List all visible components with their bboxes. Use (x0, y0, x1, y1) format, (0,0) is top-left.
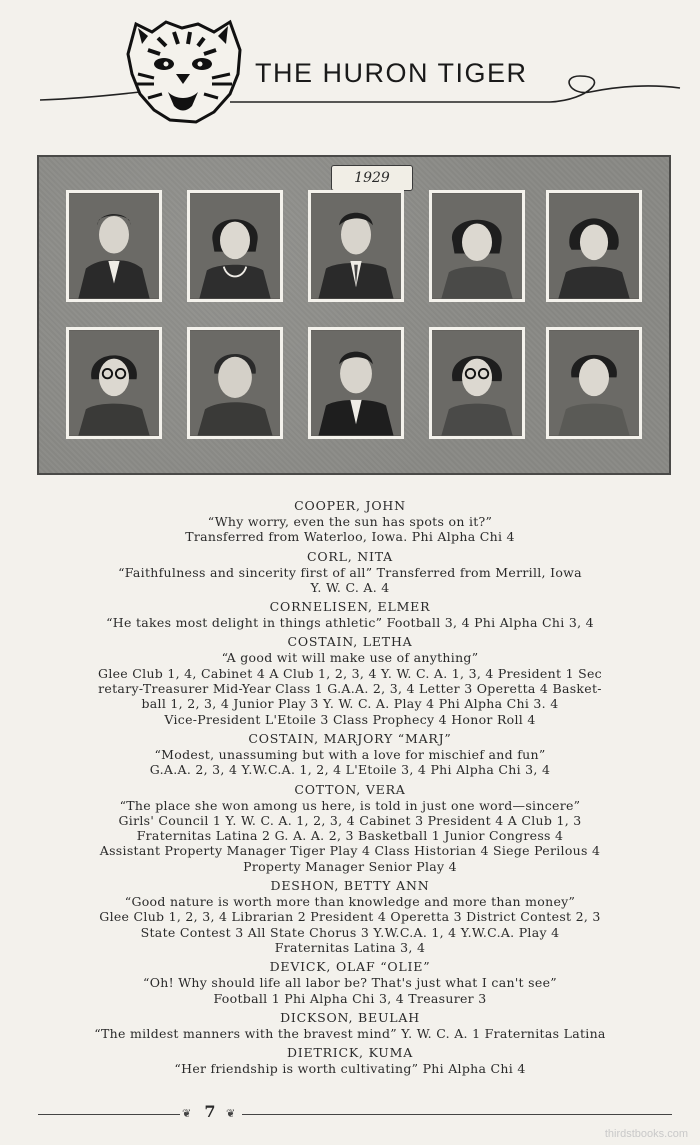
senior-entry (0, 958, 700, 1006)
entry-line: ball 1, 2, 3, 4 Junior Play 3 Y. W. C. A. Play 4 Phi Alpha Chi 3. 4 (141, 696, 559, 712)
entry-line: Fraternitas Latina 3, 4 (274, 939, 426, 955)
portrait-photo (187, 190, 283, 302)
senior-name: COSTAIN, LETHA (287, 634, 413, 650)
senior-entry (0, 633, 700, 726)
entry-line: “Modest, unassuming but with a love for mischief and fun” (154, 746, 546, 762)
portrait-photo (66, 327, 162, 439)
entry-line: Transferred from Waterloo, Iowa. Phi Alpha Chi 4 (185, 529, 515, 545)
page-title: THE HURON TIGER (255, 58, 528, 88)
senior-name: DEVICK, OLAF “OLIE” (269, 959, 431, 975)
entry-line: “Good nature is worth more than knowledge and more than money” (124, 894, 576, 910)
footer-ornament-right-icon: ❦ (226, 1107, 236, 1120)
footer-ornament-left-icon: ❦ (182, 1107, 192, 1120)
entry-line: “A good wit will make use of anything” (221, 650, 479, 666)
senior-entry (0, 598, 700, 630)
entry-line: Glee Club 1, 4, Cabinet 4 A Club 1, 2, 3, 4 Y. W. C. A. 1, 3, 4 President 1 Sec (98, 665, 602, 681)
senior-entry (0, 730, 700, 778)
year-banner: 1929 (331, 165, 413, 191)
entry-line: Girls' Council 1 Y. W. C. A. 1, 2, 3, 4 Cabinet 3 President 4 A Club 1, 3 (118, 812, 582, 828)
portrait-photo (187, 327, 283, 439)
portrait-photo (429, 327, 525, 439)
entry-line: “The place she won among us here, is told in just one word—sincere” (119, 797, 581, 813)
entry-line: “Why worry, even the sun has spots on it?” (207, 514, 493, 529)
entry-line: Football 1 Phi Alpha Chi 3, 4 Treasurer 3 (213, 990, 487, 1006)
senior-entry (0, 497, 700, 545)
tiger-head-icon (118, 14, 248, 126)
entry-line: “Her friendship is worth cultivating” Phi Alpha Chi 4 (174, 1061, 526, 1077)
senior-name: DICKSON, BEULAH (280, 1009, 420, 1025)
portrait-photo (66, 190, 162, 302)
portrait-photo (308, 327, 404, 439)
portrait-photo (546, 327, 642, 439)
senior-entry (0, 1009, 700, 1041)
entry-line: “He takes most delight in things athletic” Football 3, 4 Phi Alpha Chi 3, 4 (106, 615, 594, 631)
page-footer (0, 1098, 700, 1128)
entry-line: retary-Treasurer Mid-Year Class 1 G.A.A. 2, 3, 4 Letter 3 Operetta 4 Basket- (98, 681, 602, 697)
senior-entry (0, 1044, 700, 1076)
portrait-photo (308, 190, 404, 302)
portrait-photo (546, 190, 642, 302)
footer-rule-right (242, 1114, 672, 1115)
senior-name: DIETRICK, KUMA (286, 1045, 414, 1061)
entry-line: Fraternitas Latina 2 G. A. A. 2, 3 Basketball 1 Junior Congress 4 (136, 828, 564, 844)
entry-line: “The mildest manners with the bravest mind” Y. W. C. A. 1 Fraternitas Latina (94, 1025, 606, 1041)
watermark: thirdstbooks.com (604, 1128, 688, 1140)
footer-rule-left (38, 1114, 180, 1115)
senior-name: COOPER, JOHN (294, 498, 406, 513)
entry-line: State Contest 3 All State Chorus 3 Y.W.C.A. 1, 4 Y.W.C.A. Play 4 (140, 924, 560, 940)
senior-name: DESHON, BETTY ANN (270, 878, 430, 894)
entry-line: Assistant Property Manager Tiger Play 4 Class Historian 4 Siege Perilous 4 (99, 843, 601, 859)
portrait-photo (429, 190, 525, 302)
page-header (0, 0, 700, 130)
entry-line: Y. W. C. A. 4 (310, 579, 390, 595)
senior-entry (0, 877, 700, 955)
senior-name: COSTAIN, MARJORY “MARJ” (248, 730, 452, 746)
class-photo-panel (37, 155, 671, 475)
senior-name: CORNELISEN, ELMER (269, 599, 431, 615)
entry-line: Vice-President L'Etoile 3 Class Prophecy 4 Honor Roll 4 (164, 711, 536, 727)
page-number: 7 (204, 1102, 216, 1121)
senior-name: COTTON, VERA (294, 781, 406, 797)
entry-line: G.A.A. 2, 3, 4 Y.W.C.A. 1, 2, 4 L'Etoile 3, 4 Phi Alpha Chi 3, 4 (149, 762, 551, 778)
senior-name: CORL, NITA (306, 548, 394, 564)
entry-line: Property Manager Senior Play 4 (243, 858, 457, 874)
entry-line: Glee Club 1, 2, 3, 4 Librarian 2 President 4 Operetta 3 District Contest 2, 3 (99, 909, 601, 925)
senior-entry (0, 548, 700, 596)
senior-entries (0, 494, 700, 1076)
entry-line: “Faithfulness and sincerity first of all” Transferred from Merrill, Iowa (118, 564, 582, 580)
entry-line: “Oh! Why should life all labor be? That's just what I can't see” (143, 975, 557, 991)
senior-entry (0, 781, 700, 874)
